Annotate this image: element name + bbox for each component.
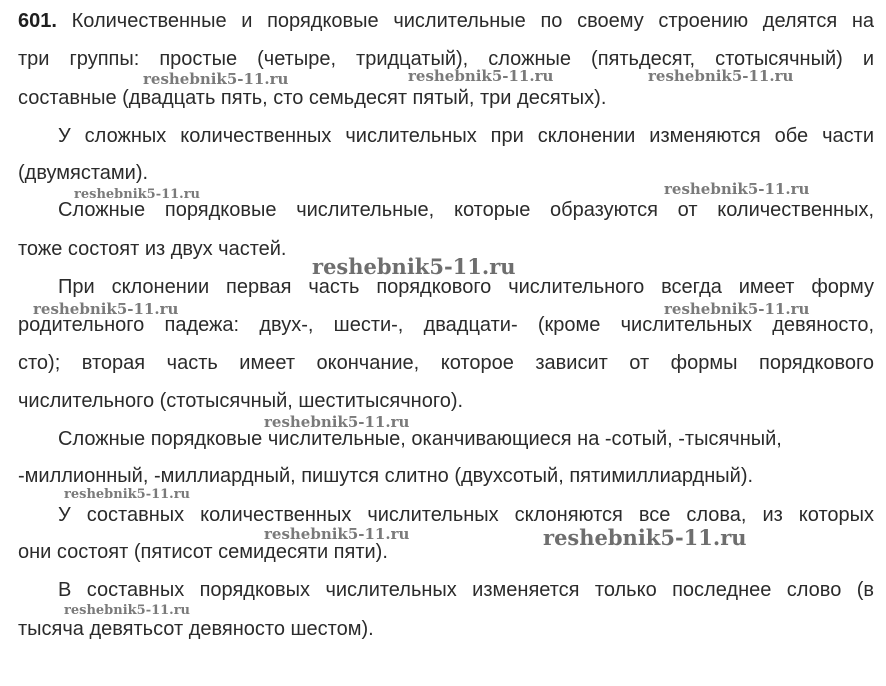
text-line-4: У сложных количественных числительных при склонении изменяются обе части xyxy=(58,125,874,147)
text-line-17: тысяча девятьсот девяносто шестом). xyxy=(18,618,374,640)
watermark: reshebnik5-11.ru xyxy=(64,487,191,502)
text-line-16: В составных порядковых числительных изменяется только последнее слово (в xyxy=(58,579,874,601)
watermark: reshebnik5-11.ru xyxy=(408,67,554,85)
text-line-14: У составных количественных числительных склоняются все слова, из которых xyxy=(58,504,874,526)
watermark: reshebnik5-11.ru xyxy=(664,180,810,198)
text-line-13: -миллионный, -миллиардный, пишутся слитно (двухсотый, пятимиллиардный). xyxy=(18,465,754,487)
text-line-8: При склонении первая часть порядкового числительного всегда имеет форму xyxy=(58,276,874,298)
watermark: reshebnik5-11.ru xyxy=(264,525,410,543)
watermark: reshebnik5-11.ru xyxy=(264,413,410,431)
watermark: reshebnik5-11.ru xyxy=(648,67,794,85)
exercise-number: 601. xyxy=(18,10,57,32)
text-line-3: составные (двадцать пять, сто семьдесят пятый, три десятых). xyxy=(18,87,607,109)
text-line-1 xyxy=(18,9,874,33)
text-line-15: они состоят (пятисот семидесяти пяти). xyxy=(18,541,388,563)
watermark: reshebnik5-11.ru xyxy=(74,187,201,202)
watermark: reshebnik5-11.ru xyxy=(664,300,810,318)
watermark: reshebnik5-11.ru xyxy=(543,525,747,550)
watermark: reshebnik5-11.ru xyxy=(33,300,179,318)
watermark: reshebnik5-11.ru xyxy=(143,70,289,88)
watermark: reshebnik5-11.ru xyxy=(64,603,191,618)
text-line-2: три группы: простые (четыре, тридцатый), сложные (пятьдесят, стотысячный) и xyxy=(18,48,874,70)
watermark: reshebnik5-11.ru xyxy=(312,254,516,279)
text-line-1-content: Количественные и порядковые числительные по своему строению делятся на xyxy=(71,10,875,32)
text-line-7: тоже состоят из двух частей. xyxy=(18,238,287,260)
text-line-5: (двумястами). xyxy=(18,162,149,184)
text-line-9: родительного падежа: двух-, шести-, двадцати- (кроме числительных девяносто, xyxy=(18,314,874,336)
text-line-10: сто); вторая часть имеет окончание, которое зависит от формы порядкового xyxy=(18,352,874,374)
text-line-6: Сложные порядковые числительные, которые образуются от количественных, xyxy=(58,199,874,221)
text-line-12: Сложные порядковые числительные, оканчивающиеся на -сотый, -тысячный, xyxy=(58,428,782,450)
text-line-11: числительного (стотысячный, шеститысячного). xyxy=(18,390,464,412)
